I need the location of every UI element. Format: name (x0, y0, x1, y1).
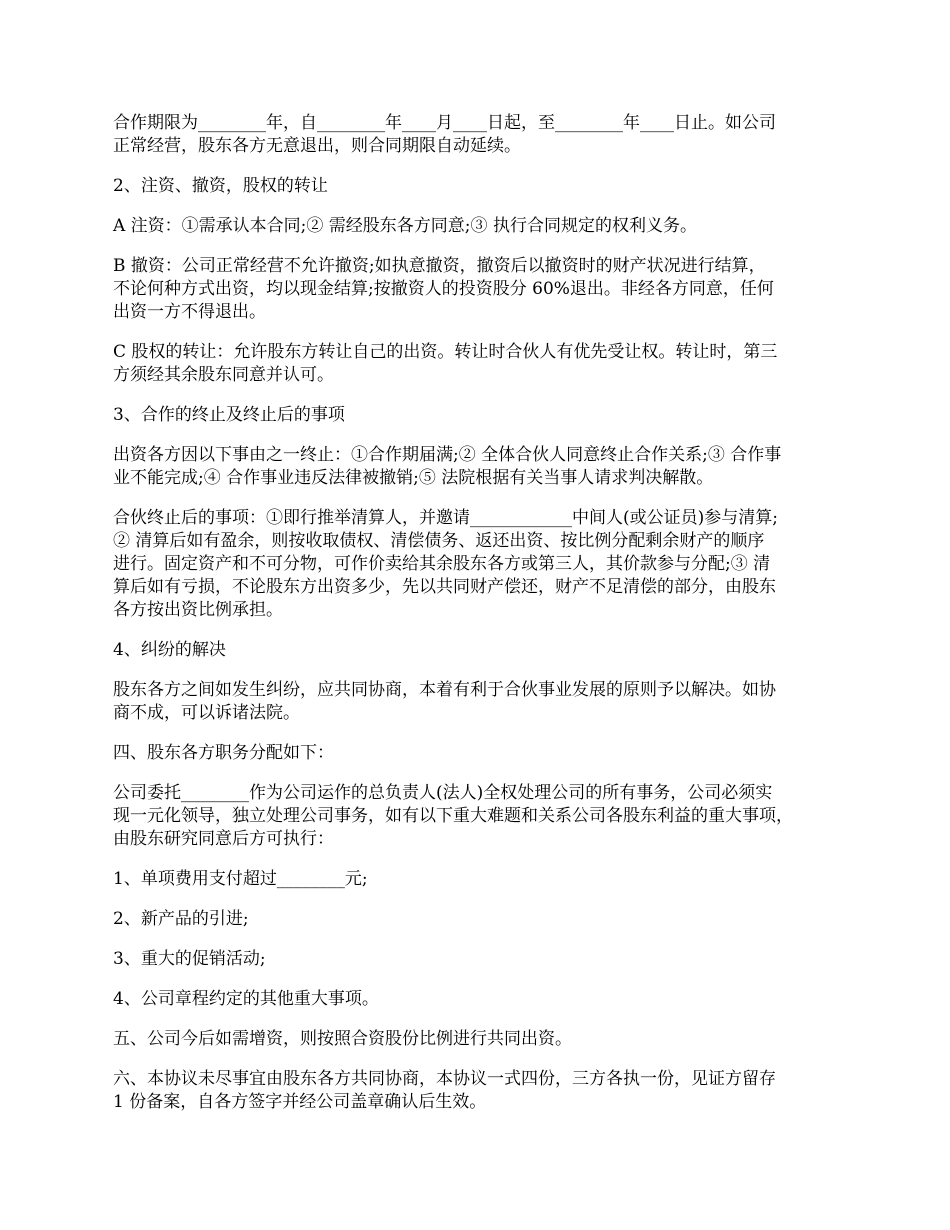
paragraph (113, 215, 843, 238)
paragraph (113, 948, 843, 971)
text-line: A 注资：①需承认本合同;② 需经股东各方同意;③ 执行合同规定的权利义务。 (113, 216, 697, 236)
text-line: ② 清算后如有盈余，则按收取债权、清偿债务、返还出资、按比例分配剩余财产的顺序 (113, 531, 765, 551)
text-line: 2、新产品的引进; (113, 909, 249, 929)
paragraph (113, 255, 843, 324)
text-line: 业不能完成;④ 合作事业违反法律被撤销;⑤ 法院根据有关当事人请求判决解散。 (113, 468, 714, 488)
text-line: C 股权的转让：允许股东方转让自己的出资。转让时合伙人有优先受让权。转让时，第三 (113, 342, 778, 362)
paragraph (113, 1028, 843, 1051)
text-line: 合作期限为________年，自________年____月____日起，至________年____日止。如公司 (113, 113, 776, 133)
text-line: 3、重大的促销活动; (113, 949, 266, 969)
paragraph (113, 639, 843, 662)
text-line: 4、纠纷的解决 (113, 640, 226, 660)
paragraph (113, 404, 843, 427)
text-line: 合伙终止后的事项：①即行推举清算人，并邀请____________中间人(或公证员)参与清算; (113, 508, 778, 528)
paragraph (113, 742, 843, 765)
paragraph (113, 679, 843, 725)
text-line: 方须经其余股东同意并认可。 (113, 365, 334, 385)
document-body (113, 112, 843, 1131)
text-line: 进行。固定资产和不可分物，可作价卖给其余股东各方或第三人，其价款参与分配;③ 清 (113, 554, 771, 574)
paragraph (113, 444, 843, 490)
text-line: 4、公司章程约定的其他重大事项。 (113, 989, 379, 1009)
text-line: 正常经营，股东各方无意退出，则合同期限自动延续。 (113, 136, 521, 156)
text-line: 由股东研究同意后方可执行： (113, 829, 334, 849)
text-line: 现一元化领导，独立处理公司事务，如有以下重大难题和关系公司各股东利益的重大事项， (113, 806, 793, 826)
paragraph (113, 868, 843, 891)
text-line: 四、股东各方职务分配如下： (113, 743, 334, 763)
text-line: 五、公司今后如需增资，则按照合资股份比例进行共同出资。 (113, 1029, 572, 1049)
text-line: 2、注资、撤资，股权的转让 (113, 176, 328, 196)
text-line: 各方按出资比例承担。 (113, 600, 283, 620)
text-line: 1 份备案，自各方签字并经公司盖章确认后生效。 (113, 1092, 487, 1112)
paragraph (113, 341, 843, 387)
text-line: 出资各方因以下事由之一终止：①合作期届满;② 全体合伙人同意终止合作关系;③ 合作事 (113, 445, 782, 465)
paragraph (113, 1068, 843, 1114)
text-line: 3、合作的终止及终止后的事项 (113, 405, 345, 425)
paragraph (113, 507, 843, 622)
paragraph (113, 175, 843, 198)
text-line: 公司委托________作为公司运作的总负责人(法人)全权处理公司的所有事务，公司必须实 (113, 783, 773, 803)
text-line: B 撤资：公司正常经营不允许撤资;如执意撤资，撤资后以撤资时的财产状况进行结算， (113, 256, 766, 276)
paragraph (113, 988, 843, 1011)
text-line: 六、本协议未尽事宜由股东各方共同协商，本协议一式四份，三方各执一份，见证方留存 (113, 1069, 776, 1089)
paragraph (113, 112, 843, 158)
text-line: 1、单项费用支付超过________元; (113, 869, 368, 889)
text-line: 商不成，可以诉诸法院。 (113, 703, 300, 723)
paragraph (113, 908, 843, 931)
text-line: 股东各方之间如发生纠纷，应共同协商，本着有利于合伙事业发展的原则予以解决。如协 (113, 680, 776, 700)
text-line: 不论何种方式出资，均以现金结算;按撤资人的投资股分 60%退出。非经各方同意，任何 (113, 279, 774, 299)
text-line: 出资一方不得退出。 (113, 302, 266, 322)
text-line: 算后如有亏损，不论股东方出资多少，先以共同财产偿还，财产不足清偿的部分，由股东 (113, 577, 776, 597)
paragraph (113, 782, 843, 851)
